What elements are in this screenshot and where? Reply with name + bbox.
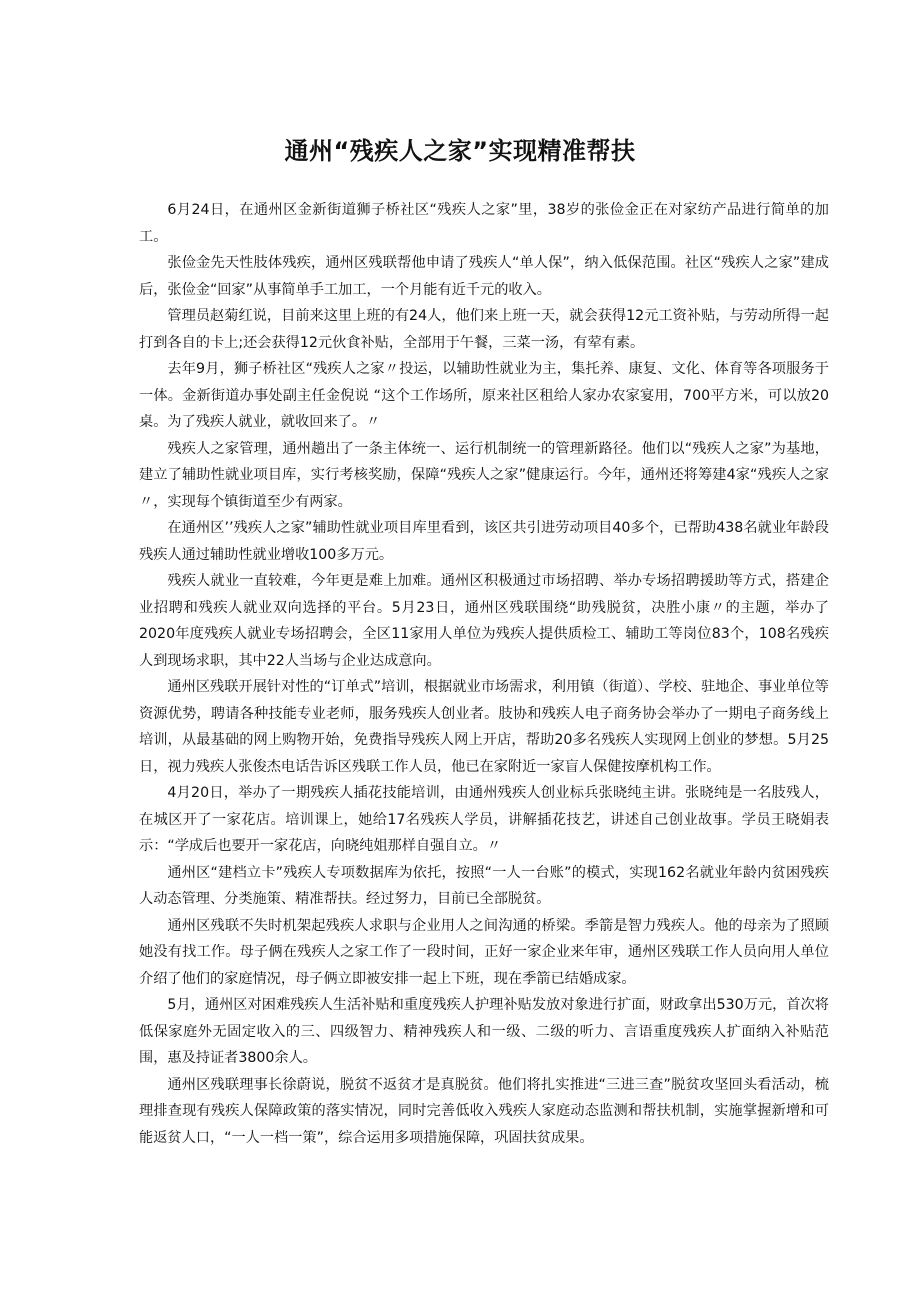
paragraph: 6月24日，在通州区金新街道狮子桥社区“残疾人之家”里，38岁的张俭金正在对家纺产品进行简单的加工。 bbox=[139, 202, 829, 245]
paragraph: 残疾人之家管理，通州趟出了一条主体统一、运行机制统一的管理新路径。他们以“残疾人之家”为基地，建立了辅助性就业项目库，实行考核奖励，保障“残疾人之家”健康运行。今年，通州还将筹建4家“残疾人之家〃，实现每个镇街道至少有两家。 bbox=[139, 440, 829, 510]
paragraph: 通州区“建档立卡”残疾人专项数据库为依托，按照“一人一台账”的模式，实现162名就业年龄内贫困残疾人动态管理、分类施策、精准帮扶。经过努力，目前已全部脱贫。 bbox=[139, 864, 829, 907]
paragraph: 残疾人就业一直较难，今年更是难上加难。通州区积极通过市场招聘、举办专场招聘援助等方式，搭建企业招聘和残疾人就业双向选择的平台。5月23日，通州区残联围绕“助残脱贫，决胜小康〃的主题，举办了2020年度残疾人就业专场招聘会，全区11家用人单位为残疾人提供质检工、辅助工等岗位83个，108名残疾人到现场求职，其中22人当场与企业达成意向。 bbox=[139, 573, 829, 669]
paragraph: 去年9月，狮子桥社区“残疾人之家〃投运，以辅助性就业为主，集托养、康复、文化、体育等各项服务于一体。金新街道办事处副主任金倪说 “这个工作场所，原来社区租给人家办农家宴用，700平方米，可以放20桌。为了残疾人就业，就收回来了。〃 bbox=[139, 361, 829, 430]
article-title: 通州“残疾人之家”实现精准帮扶 bbox=[284, 137, 636, 165]
article-body bbox=[139, 197, 829, 1151]
paragraph: 5月，通州区对困难残疾人生活补贴和重度残疾人护理补贴发放对象进行扩面，财政拿出530万元，首次将低保家庭外无固定收入的三、四级智力、精神残疾人和一级、二级的听力、言语重度残疾人扩面纳入补贴范围，惠及持证者3800余人。 bbox=[139, 997, 829, 1066]
paragraph: 在通州区’’残疾人之家”辅助性就业项目库里看到，该区共引进劳动项目40多个，已帮助438名就业年龄段残疾人通过辅助性就业增收100多万元。 bbox=[139, 520, 829, 563]
paragraph: 管理员赵菊红说，目前来这里上班的有24人，他们来上班一天，就会获得12元工资补贴，与劳动所得一起打到各自的卡上;还会获得12元伙食补贴，全部用于午餐，三菜一汤，有荤有素。 bbox=[139, 308, 829, 351]
paragraph: 通州区残联理事长徐蔚说，脱贫不返贫才是真脱贫。他们将扎实推进“三进三查”脱贫攻坚回头看活动，梳理排查现有残疾人保障政策的落实情况，同时完善低收入残疾人家庭动态监测和帮扶机制，实施掌握新增和可能返贫人口，“一人一档一策”，综合运用多项措施保障，巩固扶贫成果。 bbox=[139, 1076, 829, 1146]
paragraph: 张俭金先天性肢体残疾，通州区残联帮他申请了残疾人“单人保”，纳入低保范围。社区“残疾人之家”建成后，张俭金“回家”从事简单手工加工，一个月能有近千元的收入。 bbox=[139, 255, 829, 298]
paragraph: 通州区残联不失时机架起残疾人求职与企业用人之间沟通的桥梁。季箭是智力残疾人。他的母亲为了照顾她没有找工作。母子俩在残疾人之家工作了一段时间，正好一家企业来年审，通州区残联工作人员向用人单位介绍了他们的家庭情况，母子俩立即被安排一起上下班，现在季箭已结婚成家。 bbox=[139, 917, 829, 987]
paragraph: 通州区残联开展针对性的“订单式”培训，根据就业市场需求，利用镇（街道）、学校、驻地企、事业单位等资源优势，聘请各种技能专业老师，服务残疾人创业者。肢协和残疾人电子商务协会举办了一期电子商务线上培训，从最基础的网上购物开始，免费指导残疾人网上开店，帮助20多名残疾人实现网上创业的梦想。5月25日，视力残疾人张俊杰电话告诉区残联工作人员，他已在家附近一家盲人保健按摩机构工作。 bbox=[139, 679, 829, 775]
paragraph: 4月20日，举办了一期残疾人插花技能培训，由通州残疾人创业标兵张晓纯主讲。张晓纯是一名肢残人，在城区开了一家花店。培训课上，她给17名残疾人学员，讲解插花技艺，讲述自己创业故事。学员王晓娟表示：“学成后也要开一家花店，向晓纯姐那样自强自立。〃 bbox=[139, 785, 829, 854]
